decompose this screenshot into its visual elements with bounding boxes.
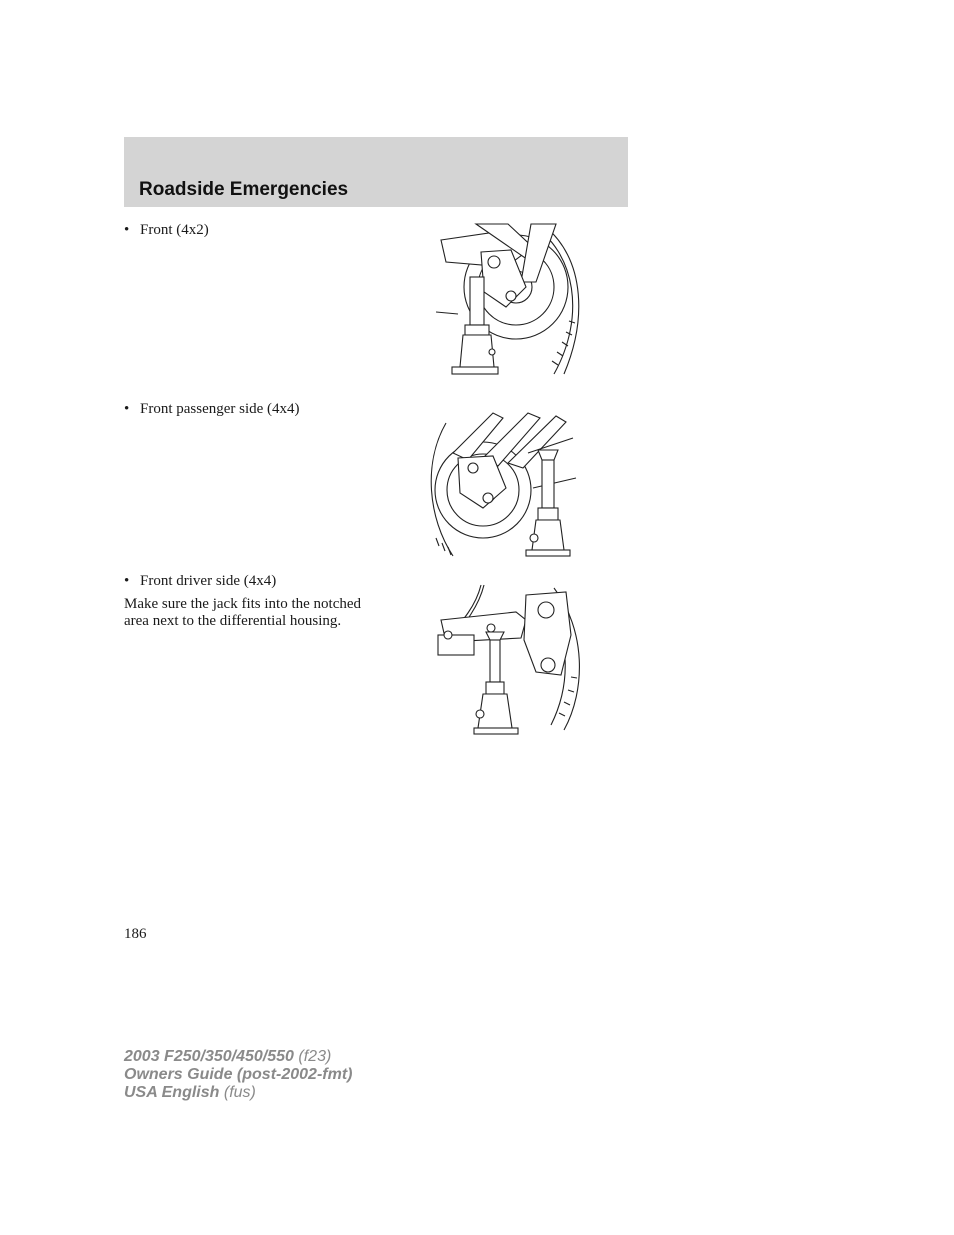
jack-placement-note: Make sure the jack fits into the notched area next to the differential housing. xyxy=(124,596,362,629)
jack-illustration-front-passenger-4x4 xyxy=(428,408,578,563)
document-footer xyxy=(124,1048,352,1102)
section-header-band xyxy=(124,137,628,207)
list-item-label: Front passenger side (4x4) xyxy=(140,401,300,417)
page-number: 186 xyxy=(124,926,147,942)
list-item-label: Front (4x2) xyxy=(140,222,209,238)
list-item-front-4x2 xyxy=(124,222,209,239)
bullet-glyph: • xyxy=(124,222,130,238)
list-item-front-driver-4x4 xyxy=(124,573,276,590)
footer-language: USA English xyxy=(124,1084,220,1101)
section-title: Roadside Emergencies xyxy=(139,179,349,200)
jack-illustration-front-driver-4x4 xyxy=(436,580,586,735)
footer-model: 2003 F250/350/450/550 xyxy=(124,1048,294,1065)
footer-line-language xyxy=(124,1084,352,1102)
footer-model-code: (f23) xyxy=(298,1048,332,1065)
bullet-glyph: • xyxy=(124,401,130,417)
footer-line-guide xyxy=(124,1066,352,1084)
list-item-label: Front driver side (4x4) xyxy=(140,573,277,589)
footer-language-code: (fus) xyxy=(223,1084,256,1101)
jack-illustration-front-4x2 xyxy=(436,222,586,377)
list-item-front-passenger-4x4 xyxy=(124,401,300,418)
footer-line-model xyxy=(124,1048,352,1066)
footer-guide: Owners Guide (post-2002-fmt) xyxy=(124,1066,353,1083)
bullet-glyph: • xyxy=(124,573,130,589)
